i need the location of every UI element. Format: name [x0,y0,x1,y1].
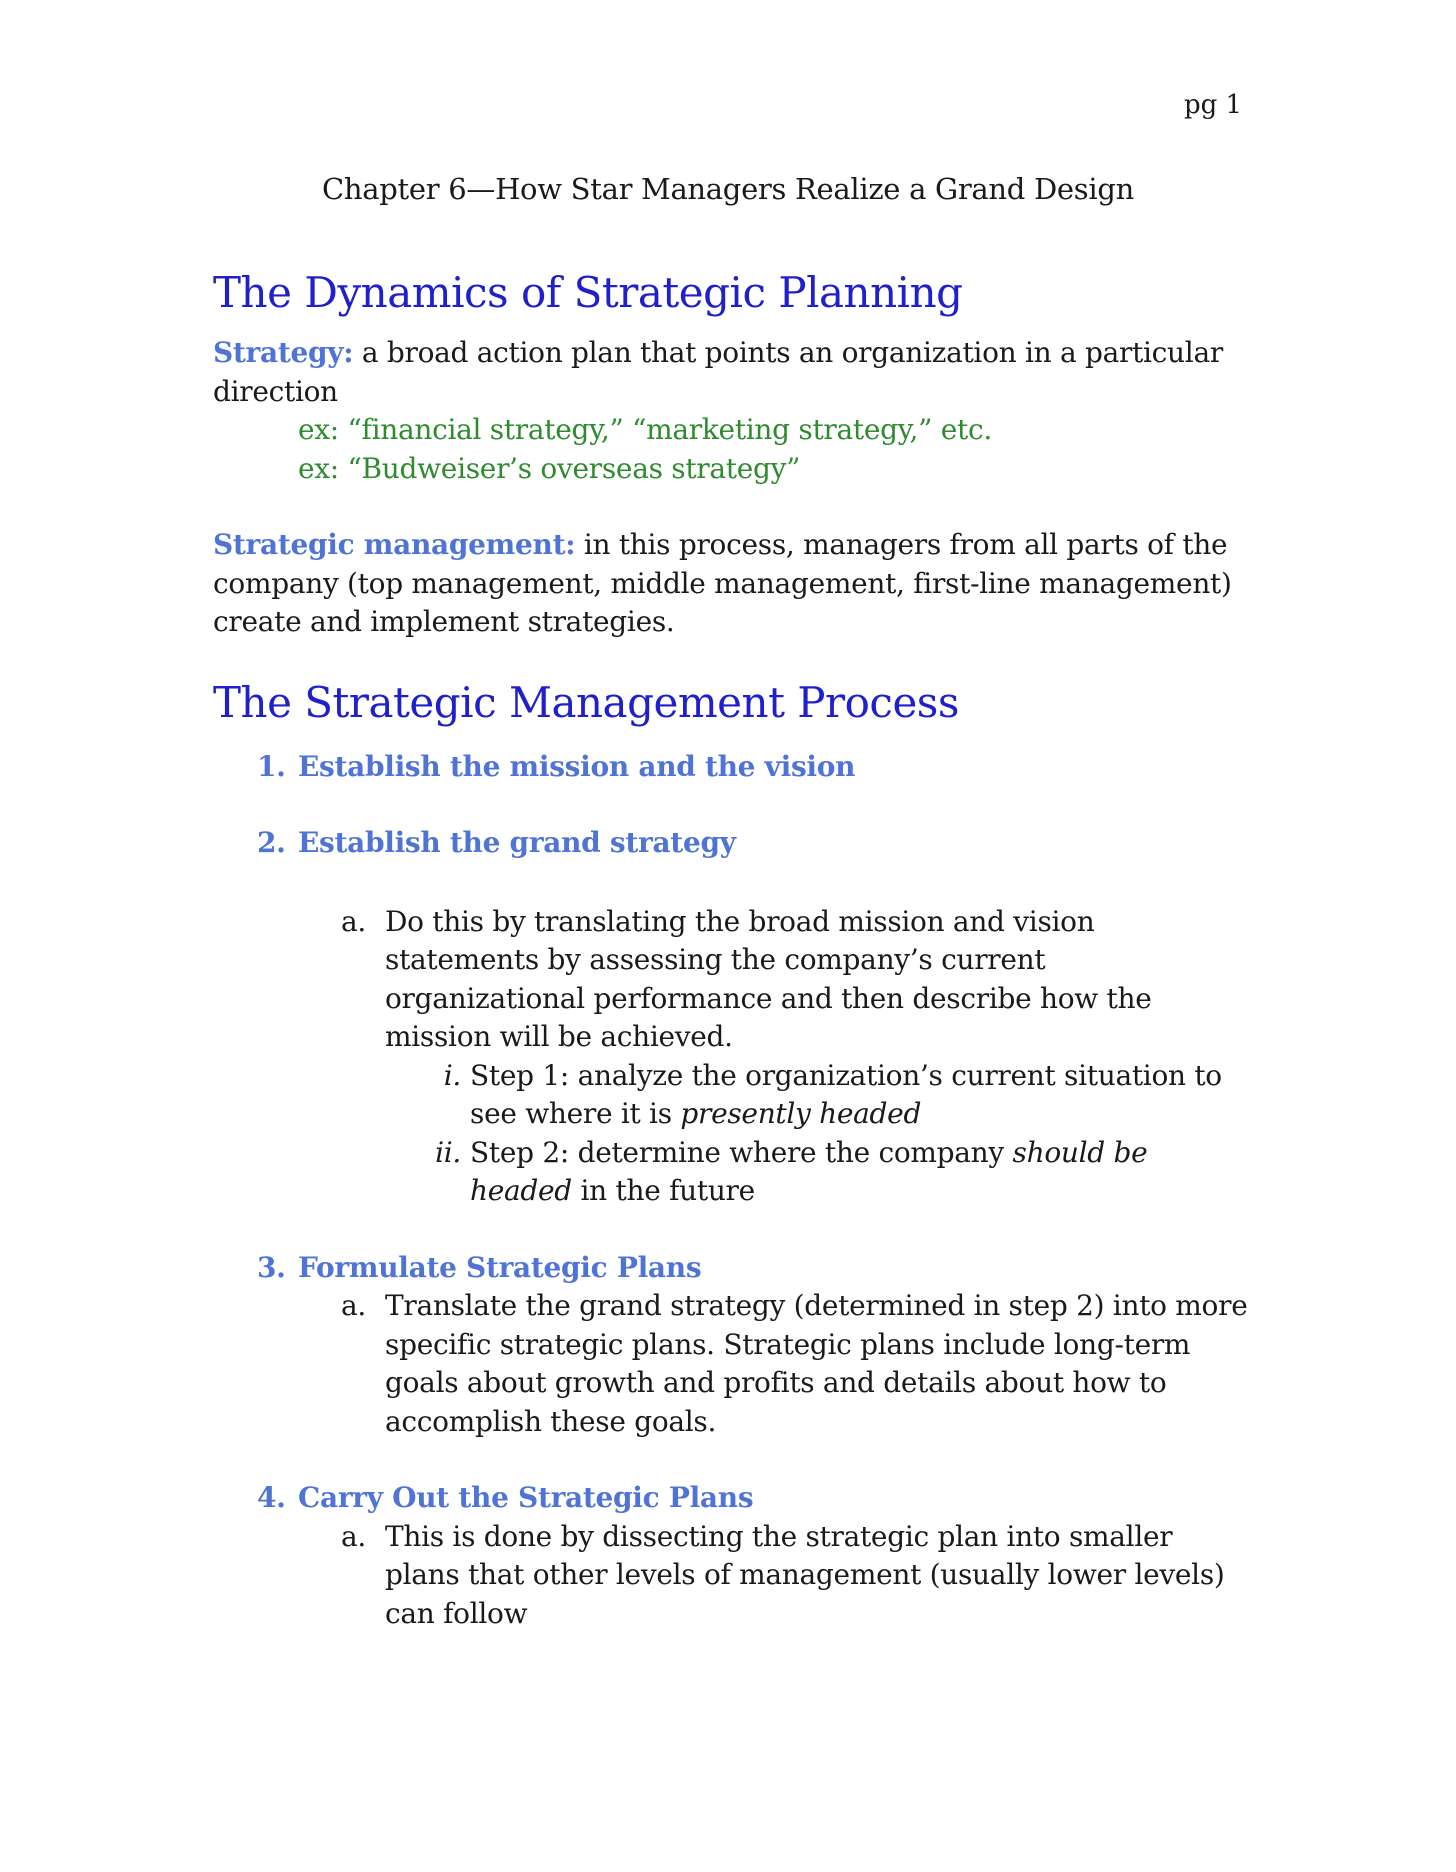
strategy-term: Strategy: [213,336,354,369]
strategy-definition [213,334,1253,411]
process-step [213,824,1253,1211]
step-number: 4. [257,1481,286,1514]
step-title-text: Establish the grand strategy [298,826,736,859]
strategic-management-definition-text: in this process, managers from all parts of the company (top management, middle management, first-line management) create and implement strategies. [213,528,1232,638]
step-number: 3. [257,1250,286,1284]
step-title [213,748,1253,787]
sub-sub-item [213,1057,1253,1134]
document-body [213,262,1253,1633]
section-heading-process: The Strategic Management Process [213,677,959,727]
process-step [213,1479,1253,1633]
strategic-management-definition [213,526,1253,642]
step-number: 2. [257,826,286,859]
step-title [213,1479,1253,1518]
process-steps-list [213,748,1253,1634]
spacer [213,1441,1253,1479]
sub-item-marker: a. [341,1519,366,1553]
example-line: ex: “Budweiser’s overseas strategy” [298,451,801,485]
sub-item-marker: a. [341,1289,366,1322]
sub-sub-item-emphasis: presently headed [680,1097,922,1130]
sub-item-text: Translate the grand strategy (determined in step 2) into more specific strategic plans. Strategic plans include long-term goals about growth and profits and details about how to accomplish these goals. [385,1289,1248,1438]
sub-item [213,903,1253,1057]
sub-item-text: Do this by translating the broad mission and vision statements by assessing the company’s current organizational performance and then describe how the mission will be achieved. [385,904,1152,1053]
sub-sub-item-text: Step 2: determine where the company [470,1135,1013,1169]
sub-item-marker: a. [341,904,366,938]
sub-sub-item-text: Step 1: analyze the organization’s current situation to see where it is [470,1058,1222,1130]
sub-sub-item-emphasis: should be headed [470,1135,1148,1207]
step-title [213,1249,1253,1288]
spacer [213,1211,1253,1249]
sub-item [213,1518,1253,1634]
sub-item [213,1287,1253,1441]
step-title-text: Carry Out the Strategic Plans [298,1481,754,1514]
chapter-title: Chapter 6—How Star Managers Realize a Grand Design [322,172,1134,206]
sub-item-text: This is done by dissecting the strategic plan into smaller plans that other levels of management (usually lower levels) can follow [385,1519,1225,1630]
section-heading-dynamics: The Dynamics of Strategic Planning [213,268,963,317]
step-title-text: Establish the mission and the vision [298,749,856,783]
sub-sub-item-text-end: in the future [571,1174,755,1207]
process-step [213,748,1253,787]
process-step [213,1249,1253,1442]
example-line: ex: “financial strategy,” “marketing strategy,” etc. [298,413,992,446]
page-number: pg 1 [1184,90,1243,120]
sub-sub-item-marker: ii. [435,1135,461,1169]
strategic-management-term: Strategic management: [213,528,576,561]
step-title [213,824,1253,863]
sub-sub-item-marker: i. [443,1058,461,1092]
sub-sub-item [213,1134,1253,1211]
step-number: 1. [257,749,286,783]
strategy-definition-text: a broad action plan that points an organization in a particular direction [213,336,1223,408]
spacer [213,786,1253,824]
step-title-text: Formulate Strategic Plans [298,1250,702,1284]
